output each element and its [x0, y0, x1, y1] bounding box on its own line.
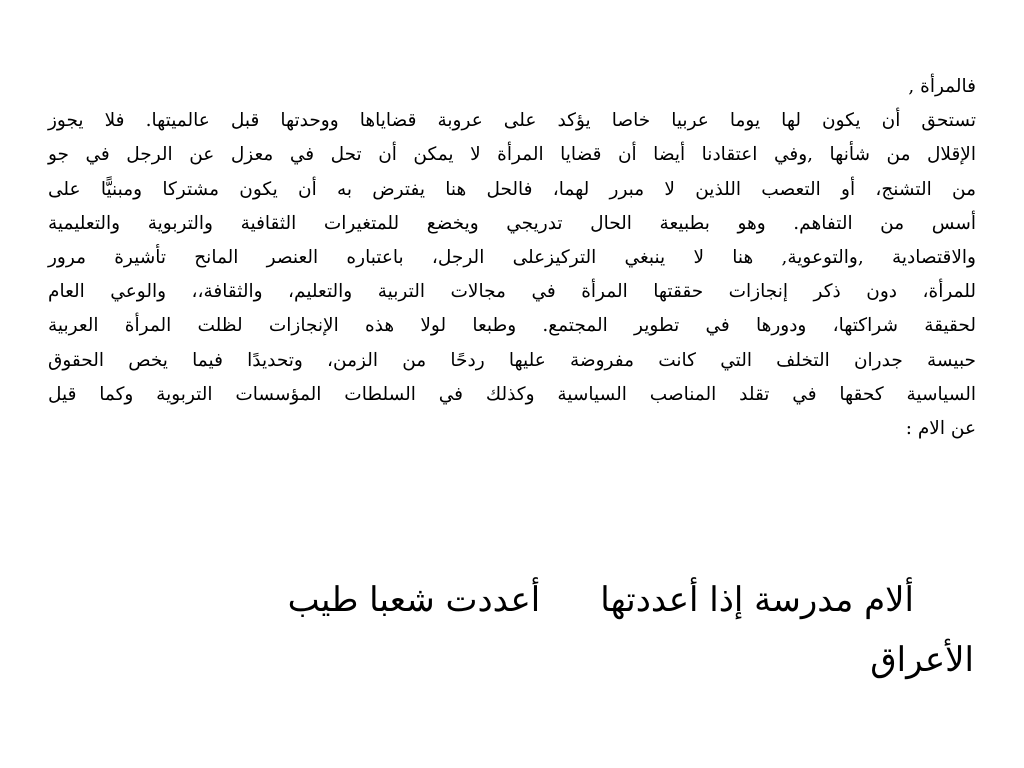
paragraph-line-6: والاقتصادية ,والتوعوية, هنا لا ينبغي التركيزعلى الرجل، باعتباره العنصر المانح تأشيرة مرور: [48, 247, 976, 269]
paragraph-line-3: الإقلال من شأنها ,وفي اعتقادنا أيضا أن قضايا المرأة لا يمكن أن تحل في معزل عن الرجل في جو: [48, 144, 976, 166]
verse-line: [48, 570, 974, 630]
paragraph-line-11: عن الام :: [905, 418, 976, 440]
paragraph-line-10: السياسية كحقها في تقلد المناصب السياسية وكذلك في السلطات المؤسسات التربوية وكما قيل: [48, 383, 976, 405]
paragraph-line-2: تستحق أن يكون لها يوما عربيا خاصا يؤكد على عروبة قضاياها ووحدتها قبل عالميتها. فلا يجوز: [48, 110, 976, 132]
verse-hemistich-first: ألام مدرسة إذا أعددتها: [600, 580, 914, 620]
paragraph-line-5: أسس من التفاهم. وهو بطبيعة الحال تدريجي ويخضع للمتغيرات الثقافية والتربوية والتعليمية: [48, 212, 976, 234]
paragraph-line-4: من التشنج، أو التعصب اللذين لا مبرر لهما، فالحل هنا يفترض به أن يكون مشتركا ومبنيًّا على: [48, 178, 976, 200]
body-paragraph: [48, 70, 976, 446]
verse-continuation: الأعراق: [870, 640, 974, 680]
verse-hemistich-second: أعددت شعبا طيب: [287, 580, 541, 620]
paragraph-line-1: فالمرأة ,: [908, 76, 976, 97]
paragraph-line-9: حبيسة جدران التخلف التي كانت مفروضة عليها ردحًا من الزمن، وتحديدًا فيما يخص الحقوق: [48, 349, 976, 371]
paragraph-line-7: للمرأة، دون ذكر إنجازات حققتها المرأة في مجالات التربية والتعليم، والثقافة،، والوعي العام: [48, 281, 976, 303]
poem-verse: [48, 570, 974, 690]
paragraph-line-8: لحقيقة شراكتها، ودورها في تطوير المجتمع. وطبعا لولا هذه الإنجازات لظلت المرأة العربية: [48, 315, 976, 337]
